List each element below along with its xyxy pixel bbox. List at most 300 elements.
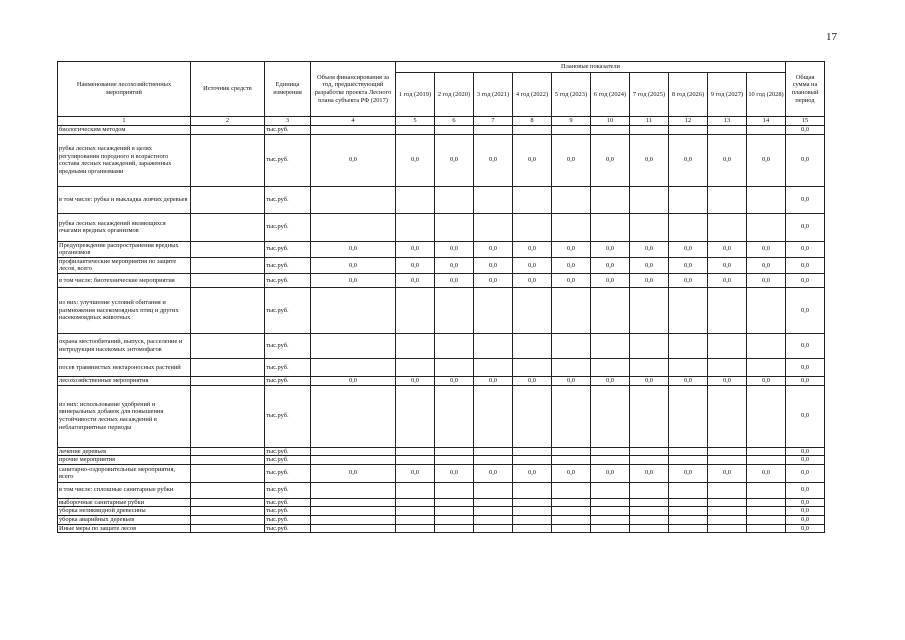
row-source-cell: [191, 358, 265, 376]
row-year-cell: [552, 456, 591, 465]
row-year-cell: 0,0: [591, 376, 630, 385]
row-unit-cell: тыс.руб.: [265, 507, 311, 516]
row-unit-cell: тыс.руб.: [265, 273, 311, 287]
row-name-cell: в том числе: сплошные санитарные рубки: [58, 482, 191, 498]
row-source-cell: [191, 447, 265, 456]
row-total-cell: 0,0: [786, 524, 825, 533]
row-unit-cell: тыс.руб.: [265, 498, 311, 507]
row-year-cell: [435, 524, 474, 533]
row-year-cell: [396, 482, 435, 498]
row-year-cell: 0,0: [630, 273, 669, 287]
row-year-cell: [396, 126, 435, 135]
row-unit-cell: тыс.руб.: [265, 464, 311, 482]
row-name-cell: санитарно-оздоровительные мероприятия, всего: [58, 464, 191, 482]
row-volume-cell: 0,0: [311, 464, 396, 482]
row-year-cell: [747, 447, 786, 456]
row-year-cell: [747, 186, 786, 213]
row-year-cell: 0,0: [552, 257, 591, 273]
table-row: [58, 524, 825, 533]
row-year-cell: [435, 515, 474, 524]
row-year-cell: [669, 524, 708, 533]
row-source-cell: [191, 186, 265, 213]
row-year-cell: [591, 385, 630, 447]
row-year-cell: [474, 482, 513, 498]
row-year-cell: 0,0: [552, 464, 591, 482]
row-total-cell: 0,0: [786, 186, 825, 213]
row-year-cell: [435, 287, 474, 333]
row-year-cell: 0,0: [474, 241, 513, 257]
row-unit-cell: тыс.руб.: [265, 376, 311, 385]
row-year-cell: 0,0: [747, 464, 786, 482]
row-year-cell: [708, 498, 747, 507]
row-volume-cell: [311, 186, 396, 213]
row-year-cell: [396, 358, 435, 376]
row-year-cell: [513, 358, 552, 376]
row-year-cell: [435, 358, 474, 376]
row-year-cell: [513, 498, 552, 507]
header-year: 5 год (2023): [552, 73, 591, 117]
row-year-cell: 0,0: [435, 134, 474, 186]
row-source-cell: [191, 287, 265, 333]
row-year-cell: [552, 507, 591, 516]
row-year-cell: [396, 385, 435, 447]
row-year-cell: [630, 213, 669, 241]
row-year-cell: 0,0: [396, 464, 435, 482]
row-year-cell: [630, 287, 669, 333]
row-year-cell: [669, 385, 708, 447]
row-year-cell: 0,0: [513, 241, 552, 257]
row-year-cell: [669, 287, 708, 333]
row-year-cell: 0,0: [435, 464, 474, 482]
row-volume-cell: [311, 333, 396, 358]
table-row: [58, 447, 825, 456]
row-year-cell: [552, 358, 591, 376]
header-planned: Плановые показатели: [396, 62, 786, 73]
row-volume-cell: 0,0: [311, 134, 396, 186]
row-year-cell: 0,0: [513, 257, 552, 273]
row-year-cell: [396, 507, 435, 516]
row-year-cell: 0,0: [747, 376, 786, 385]
row-year-cell: [552, 524, 591, 533]
row-year-cell: 0,0: [396, 257, 435, 273]
row-year-cell: [747, 126, 786, 135]
row-volume-cell: [311, 498, 396, 507]
row-year-cell: [591, 126, 630, 135]
row-year-cell: 0,0: [708, 241, 747, 257]
row-source-cell: [191, 134, 265, 186]
row-year-cell: [747, 333, 786, 358]
row-year-cell: [591, 333, 630, 358]
row-year-cell: [396, 186, 435, 213]
row-year-cell: [708, 482, 747, 498]
row-source-cell: [191, 213, 265, 241]
row-year-cell: [474, 333, 513, 358]
table-row: [58, 515, 825, 524]
table-row: [58, 376, 825, 385]
row-year-cell: 0,0: [474, 134, 513, 186]
row-year-cell: [552, 287, 591, 333]
row-year-cell: [591, 447, 630, 456]
row-source-cell: [191, 333, 265, 358]
row-year-cell: 0,0: [669, 134, 708, 186]
row-name-cell: рубка лесных насаждений являющихся очагами вредных организмов: [58, 213, 191, 241]
forest-plan-table: [57, 61, 825, 533]
row-source-cell: [191, 498, 265, 507]
row-year-cell: [591, 358, 630, 376]
row-year-cell: [552, 333, 591, 358]
header-year: 10 год (2028): [747, 73, 786, 117]
row-unit-cell: тыс.руб.: [265, 456, 311, 465]
row-year-cell: [513, 507, 552, 516]
row-name-cell: уборка неликвидной древесины: [58, 507, 191, 516]
row-year-cell: [630, 482, 669, 498]
header-unit: Единица измерения: [265, 62, 311, 117]
row-year-cell: [708, 358, 747, 376]
row-year-cell: [708, 447, 747, 456]
row-year-cell: [435, 186, 474, 213]
table-row: [58, 464, 825, 482]
row-year-cell: [435, 213, 474, 241]
row-year-cell: 0,0: [747, 257, 786, 273]
row-year-cell: [474, 507, 513, 516]
row-year-cell: [552, 482, 591, 498]
row-year-cell: 0,0: [708, 273, 747, 287]
row-year-cell: [474, 498, 513, 507]
row-unit-cell: тыс.руб.: [265, 515, 311, 524]
row-year-cell: 0,0: [669, 241, 708, 257]
row-name-cell: посев травянистых нектароносных растений: [58, 358, 191, 376]
table-row: [58, 507, 825, 516]
row-year-cell: 0,0: [630, 257, 669, 273]
header-total: Общая сумма на плановый период: [786, 62, 825, 117]
row-unit-cell: тыс.руб.: [265, 186, 311, 213]
row-year-cell: [591, 515, 630, 524]
row-year-cell: [747, 524, 786, 533]
row-name-cell: уборка аварийных деревьев: [58, 515, 191, 524]
row-volume-cell: 0,0: [311, 376, 396, 385]
row-year-cell: [552, 126, 591, 135]
row-year-cell: [747, 507, 786, 516]
row-unit-cell: тыс.руб.: [265, 358, 311, 376]
row-year-cell: [669, 456, 708, 465]
row-total-cell: 0,0: [786, 507, 825, 516]
table-row: [58, 273, 825, 287]
row-year-cell: [708, 456, 747, 465]
row-volume-cell: 0,0: [311, 273, 396, 287]
row-year-cell: 0,0: [669, 273, 708, 287]
table-row: [58, 213, 825, 241]
column-number: 10: [591, 117, 630, 126]
row-total-cell: 0,0: [786, 134, 825, 186]
row-name-cell: лечение деревьев: [58, 447, 191, 456]
column-number: 5: [396, 117, 435, 126]
column-number: 13: [708, 117, 747, 126]
header-year: 6 год (2024): [591, 73, 630, 117]
row-year-cell: 0,0: [669, 464, 708, 482]
column-number: 2: [191, 117, 265, 126]
column-number: 3: [265, 117, 311, 126]
row-year-cell: [630, 515, 669, 524]
row-year-cell: [513, 287, 552, 333]
row-total-cell: 0,0: [786, 273, 825, 287]
row-year-cell: [630, 333, 669, 358]
row-year-cell: [669, 186, 708, 213]
row-year-cell: [513, 333, 552, 358]
row-total-cell: 0,0: [786, 376, 825, 385]
row-year-cell: 0,0: [435, 376, 474, 385]
row-total-cell: 0,0: [786, 447, 825, 456]
row-year-cell: 0,0: [747, 134, 786, 186]
row-unit-cell: тыс.руб.: [265, 447, 311, 456]
row-year-cell: [591, 507, 630, 516]
row-unit-cell: тыс.руб.: [265, 126, 311, 135]
row-total-cell: 0,0: [786, 213, 825, 241]
row-year-cell: [396, 447, 435, 456]
row-year-cell: [747, 358, 786, 376]
row-year-cell: [435, 507, 474, 516]
row-volume-cell: [311, 213, 396, 241]
column-number: 15: [786, 117, 825, 126]
row-year-cell: [474, 515, 513, 524]
row-year-cell: [396, 213, 435, 241]
row-year-cell: [474, 186, 513, 213]
row-year-cell: [708, 515, 747, 524]
row-year-cell: 0,0: [435, 273, 474, 287]
row-volume-cell: [311, 524, 396, 533]
row-name-cell: Иные меры по защите лесов: [58, 524, 191, 533]
header-year: 2 год (2020): [435, 73, 474, 117]
row-year-cell: [708, 333, 747, 358]
row-year-cell: [708, 507, 747, 516]
row-name-cell: в том числе: биотехнические мероприятия: [58, 273, 191, 287]
row-unit-cell: тыс.руб.: [265, 482, 311, 498]
row-year-cell: 0,0: [708, 464, 747, 482]
row-year-cell: [396, 498, 435, 507]
row-year-cell: 0,0: [708, 376, 747, 385]
row-year-cell: [513, 524, 552, 533]
row-name-cell: профилактические мероприятия по защите лесов, всего: [58, 257, 191, 273]
row-year-cell: [630, 385, 669, 447]
row-year-cell: [630, 186, 669, 213]
row-source-cell: [191, 273, 265, 287]
column-number: 7: [474, 117, 513, 126]
row-year-cell: [630, 358, 669, 376]
row-name-cell: из них: улучшение условий обитания и размножения насекомоядных птиц и других насекомоядных животных: [58, 287, 191, 333]
row-year-cell: [513, 213, 552, 241]
row-year-cell: [747, 385, 786, 447]
row-year-cell: [591, 524, 630, 533]
row-total-cell: 0,0: [786, 385, 825, 447]
row-source-cell: [191, 456, 265, 465]
header-year: 8 год (2026): [669, 73, 708, 117]
row-volume-cell: [311, 358, 396, 376]
row-total-cell: 0,0: [786, 456, 825, 465]
row-year-cell: [435, 498, 474, 507]
row-year-cell: 0,0: [630, 241, 669, 257]
row-year-cell: 0,0: [747, 273, 786, 287]
row-unit-cell: тыс.руб.: [265, 134, 311, 186]
row-year-cell: [552, 498, 591, 507]
column-number: 9: [552, 117, 591, 126]
row-year-cell: [513, 456, 552, 465]
header-volume: Объем финансирования за год, предшествующий разработке проекта Лесного плана субъекта РФ (2017): [311, 62, 396, 117]
row-volume-cell: [311, 482, 396, 498]
row-year-cell: [591, 456, 630, 465]
row-unit-cell: тыс.руб.: [265, 385, 311, 447]
row-name-cell: биологическим методом: [58, 126, 191, 135]
row-year-cell: [552, 213, 591, 241]
column-number: 6: [435, 117, 474, 126]
row-year-cell: 0,0: [396, 376, 435, 385]
row-year-cell: 0,0: [513, 134, 552, 186]
row-name-cell: лесохозяйственные мероприятия: [58, 376, 191, 385]
row-year-cell: 0,0: [513, 376, 552, 385]
header-year: 7 год (2025): [630, 73, 669, 117]
row-volume-cell: [311, 385, 396, 447]
row-source-cell: [191, 126, 265, 135]
row-year-cell: [474, 358, 513, 376]
row-source-cell: [191, 515, 265, 524]
row-year-cell: [630, 126, 669, 135]
row-year-cell: 0,0: [474, 464, 513, 482]
row-year-cell: [474, 524, 513, 533]
row-year-cell: [591, 498, 630, 507]
row-name-cell: Предупреждение распространения вредных организмов: [58, 241, 191, 257]
row-source-cell: [191, 464, 265, 482]
row-year-cell: 0,0: [513, 273, 552, 287]
row-year-cell: [396, 287, 435, 333]
row-volume-cell: [311, 515, 396, 524]
row-year-cell: [513, 482, 552, 498]
row-unit-cell: тыс.руб.: [265, 257, 311, 273]
row-year-cell: [552, 186, 591, 213]
row-year-cell: 0,0: [591, 464, 630, 482]
row-year-cell: [396, 515, 435, 524]
row-year-cell: [708, 524, 747, 533]
row-year-cell: 0,0: [630, 376, 669, 385]
row-source-cell: [191, 376, 265, 385]
row-year-cell: [669, 333, 708, 358]
header-name: Наименование лесохозяйственных мероприятий: [58, 62, 191, 117]
row-year-cell: [630, 447, 669, 456]
row-year-cell: [708, 287, 747, 333]
row-year-cell: [474, 456, 513, 465]
row-year-cell: 0,0: [552, 376, 591, 385]
column-number: 12: [669, 117, 708, 126]
row-volume-cell: [311, 456, 396, 465]
row-name-cell: прочие мероприятия: [58, 456, 191, 465]
row-volume-cell: [311, 447, 396, 456]
row-total-cell: 0,0: [786, 358, 825, 376]
table-row: [58, 126, 825, 135]
row-year-cell: 0,0: [630, 464, 669, 482]
row-year-cell: 0,0: [513, 464, 552, 482]
row-year-cell: [396, 456, 435, 465]
row-name-cell: в том числе: рубка и выкладка ловчих деревьев: [58, 186, 191, 213]
row-year-cell: 0,0: [474, 376, 513, 385]
row-year-cell: [513, 126, 552, 135]
row-total-cell: 0,0: [786, 498, 825, 507]
row-source-cell: [191, 241, 265, 257]
header-year: 1 год (2019): [396, 73, 435, 117]
table-row: [58, 482, 825, 498]
row-year-cell: 0,0: [552, 273, 591, 287]
row-year-cell: [513, 385, 552, 447]
row-year-cell: 0,0: [708, 134, 747, 186]
table-row: [58, 257, 825, 273]
row-year-cell: [669, 482, 708, 498]
row-name-cell: из них: использование удобрений и минеральных добавок для повышения устойчивости лесных насаждений в неблагоприятные периоды: [58, 385, 191, 447]
row-year-cell: 0,0: [474, 257, 513, 273]
header-year: 4 год (2022): [513, 73, 552, 117]
row-year-cell: [669, 507, 708, 516]
row-unit-cell: тыс.руб.: [265, 524, 311, 533]
table-row: [58, 333, 825, 358]
row-total-cell: 0,0: [786, 257, 825, 273]
table-row: [58, 385, 825, 447]
row-year-cell: [552, 447, 591, 456]
row-unit-cell: тыс.руб.: [265, 213, 311, 241]
row-year-cell: [435, 447, 474, 456]
row-source-cell: [191, 524, 265, 533]
row-year-cell: [474, 213, 513, 241]
row-total-cell: 0,0: [786, 482, 825, 498]
row-source-cell: [191, 385, 265, 447]
row-year-cell: 0,0: [552, 241, 591, 257]
row-year-cell: 0,0: [435, 257, 474, 273]
row-year-cell: [630, 524, 669, 533]
row-source-cell: [191, 482, 265, 498]
row-name-cell: выборочные санитарные рубки: [58, 498, 191, 507]
row-year-cell: [669, 447, 708, 456]
row-year-cell: [435, 385, 474, 447]
table-row: [58, 134, 825, 186]
row-unit-cell: тыс.руб.: [265, 241, 311, 257]
row-year-cell: [435, 482, 474, 498]
row-unit-cell: тыс.руб.: [265, 333, 311, 358]
row-year-cell: [630, 456, 669, 465]
row-year-cell: [630, 498, 669, 507]
table-row: [58, 456, 825, 465]
row-year-cell: 0,0: [435, 241, 474, 257]
header-year: 3 год (2021): [474, 73, 513, 117]
row-volume-cell: 0,0: [311, 257, 396, 273]
row-year-cell: [474, 447, 513, 456]
row-year-cell: [747, 287, 786, 333]
row-year-cell: [474, 287, 513, 333]
row-source-cell: [191, 507, 265, 516]
row-year-cell: [552, 515, 591, 524]
row-year-cell: 0,0: [747, 241, 786, 257]
row-year-cell: 0,0: [630, 134, 669, 186]
row-year-cell: [474, 126, 513, 135]
page-number: 17: [826, 31, 837, 43]
column-number: 1: [58, 117, 191, 126]
row-year-cell: 0,0: [474, 273, 513, 287]
table-row: [58, 241, 825, 257]
table-row: [58, 287, 825, 333]
row-year-cell: [435, 456, 474, 465]
row-total-cell: 0,0: [786, 464, 825, 482]
row-year-cell: [591, 287, 630, 333]
row-total-cell: 0,0: [786, 515, 825, 524]
row-year-cell: [396, 524, 435, 533]
row-year-cell: [708, 385, 747, 447]
column-number: 8: [513, 117, 552, 126]
row-year-cell: [669, 213, 708, 241]
row-year-cell: 0,0: [396, 241, 435, 257]
row-volume-cell: [311, 507, 396, 516]
